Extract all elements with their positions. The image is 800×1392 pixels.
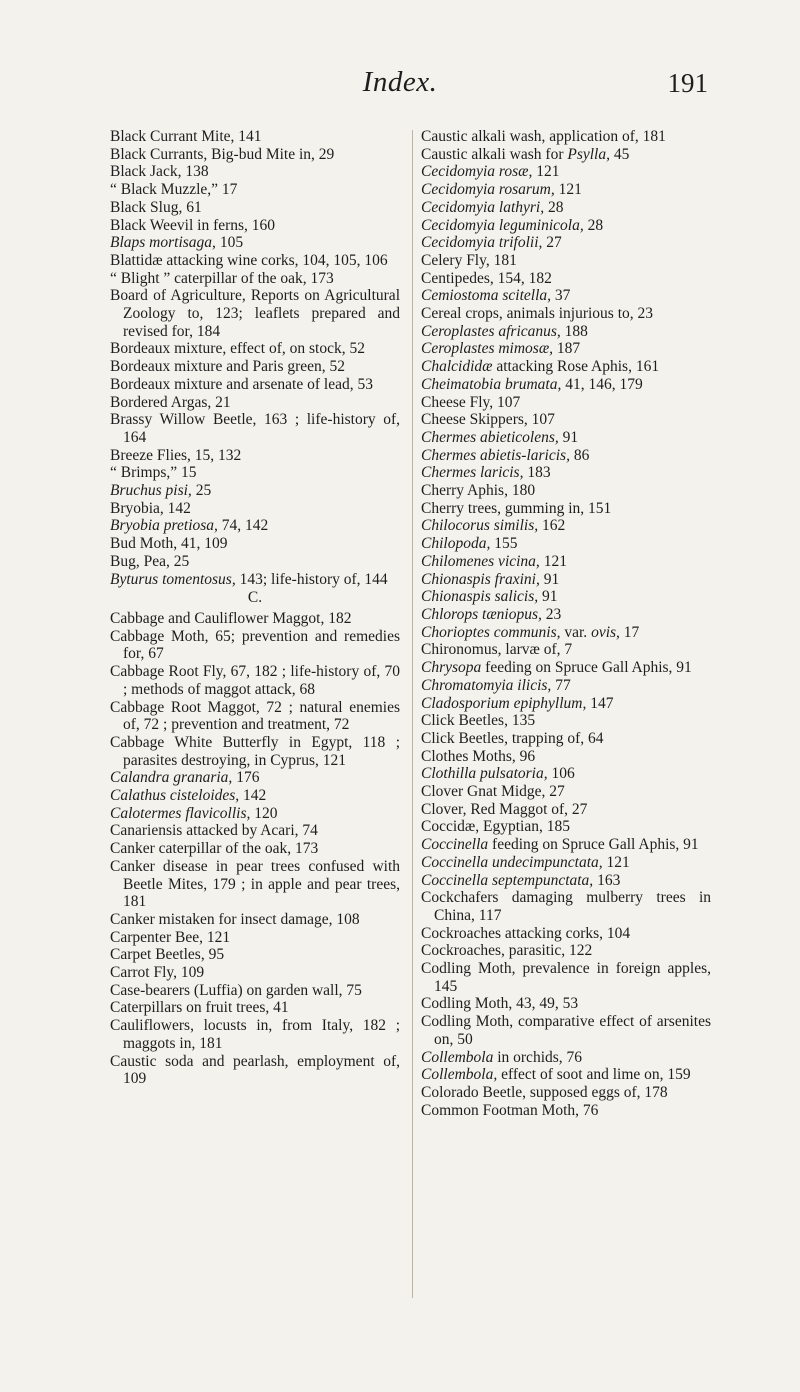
- index-entry: Cabbage and Cauliflower Maggot, 182: [110, 609, 352, 627]
- index-entry: Chermes abieticolens, 91: [421, 428, 579, 446]
- index-entry: Cemiostoma scitella, 37: [421, 287, 571, 305]
- index-entry: Chermes laricis, 183: [421, 464, 551, 482]
- index-entry: Coccinella undecimpunctata, 121: [421, 853, 630, 871]
- index-entry: Clothilla pulsatoria, 106: [421, 765, 575, 783]
- index-entry: Cauliflowers, locusts in, from Italy, 182 ; maggots in, 181: [110, 1017, 400, 1052]
- index-entry: Celery Fly, 181: [421, 251, 517, 269]
- index-entry: Brassy Willow Beetle, 163 ; life-history of, 164: [110, 411, 400, 446]
- index-entry: Chermes abietis-laricis, 86: [421, 446, 590, 464]
- index-entry: Bryobia pretiosa, 74, 142: [110, 517, 269, 535]
- index-entry: Cecidomyia leguminicola, 28: [421, 216, 604, 234]
- index-entry: Cladosporium epiphyllum, 147: [421, 694, 614, 712]
- index-entry: Click Beetles, trapping of, 64: [421, 729, 604, 747]
- index-entry: Collembola, effect of soot and lime on, 159: [421, 1066, 691, 1084]
- index-entry: Chilomenes vicina, 121: [421, 552, 567, 570]
- index-column-left: [110, 128, 400, 1088]
- index-entry: Codling Moth, comparative effect of arsenites on, 50: [421, 1013, 711, 1048]
- index-entry: Cherry trees, gumming in, 151: [421, 499, 612, 517]
- index-entry: Black Weevil in ferns, 160: [110, 216, 276, 234]
- index-entry: Chionaspis salicis, 91: [421, 588, 558, 606]
- index-entry: Cecidomyia rosæ, 121: [421, 163, 560, 181]
- index-entry: Bruchus pisi, 25: [110, 482, 212, 500]
- index-entry: Coccinella septempunctata, 163: [421, 871, 621, 889]
- index-entry: Chromatomyia ilicis, 77: [421, 676, 571, 694]
- index-entry: Ceroplastes mimosæ, 187: [421, 340, 581, 358]
- index-entry: Chorioptes communis, var. ovis, 17: [421, 623, 640, 641]
- index-entry: Calandra granaria, 176: [110, 769, 260, 787]
- index-column-right: [421, 128, 711, 1119]
- index-entry: Chrysopa feeding on Spruce Gall Aphis, 91: [421, 659, 692, 677]
- index-entry: Coccinella feeding on Spruce Gall Aphis, 91: [421, 836, 699, 854]
- index-entry: Cereal crops, animals injurious to, 23: [421, 305, 654, 323]
- index-entry: Canker mistaken for insect damage, 108: [110, 910, 360, 928]
- index-entry: Bug, Pea, 25: [110, 552, 190, 570]
- index-entry: Bordeaux mixture and Paris green, 52: [110, 358, 346, 376]
- index-entry: Codling Moth, prevalence in foreign apples, 145: [421, 960, 711, 995]
- index-entry: Coccidæ, Egyptian, 185: [421, 818, 570, 836]
- index-entry: Cheese Fly, 107: [421, 393, 521, 411]
- index-entry: Cecidomyia lathyri, 28: [421, 198, 564, 216]
- index-entry: Canariensis attacked by Acari, 74: [110, 822, 318, 840]
- index-entry: Calotermes flavicollis, 120: [110, 804, 278, 822]
- index-entry: Calathus cisteloides, 142: [110, 787, 267, 805]
- index-entry: Cheese Skippers, 107: [421, 411, 555, 429]
- index-entry: Cabbage Root Maggot, 72 ; natural enemies of, 72 ; prevention and treatment, 72: [110, 698, 400, 734]
- index-entry: Cabbage Root Fly, 67, 182 ; life-history of, 70 ; methods of maggot attack, 68: [110, 663, 400, 698]
- index-entry: Cecidomyia trifolii, 27: [421, 234, 562, 252]
- index-entry: Bud Moth, 41, 109: [110, 535, 228, 553]
- index-entry: Breeze Flies, 15, 132: [110, 446, 242, 464]
- index-entry: Clover, Red Maggot of, 27: [421, 800, 588, 818]
- index-entry: Canker caterpillar of the oak, 173: [110, 840, 319, 858]
- index-entry: Ceroplastes africanus, 188: [421, 322, 588, 340]
- index-entry: Collembola in orchids, 76: [421, 1048, 583, 1066]
- index-entry: Carpenter Bee, 121: [110, 928, 231, 946]
- index-entry: Cockroaches, parasitic, 122: [421, 942, 593, 960]
- index-entry: Cheimatobia brumata, 41, 146, 179: [421, 375, 643, 393]
- index-entry: Caterpillars on fruit trees, 41: [110, 999, 289, 1017]
- index-entry: “ Black Muzzle,” 17: [110, 181, 238, 199]
- index-entry: Cherry Aphis, 180: [421, 482, 536, 500]
- section-letter: C.: [247, 589, 263, 607]
- index-entry: Caustic alkali wash for Psylla, 45: [421, 145, 630, 163]
- index-entry: Bordeaux mixture, effect of, on stock, 52: [110, 340, 365, 358]
- index-entry: Cabbage White Butterfly in Egypt, 118 ; parasites destroying, in Cyprus, 121: [110, 733, 400, 769]
- page-number: 191: [667, 68, 708, 98]
- index-entry: Common Footman Moth, 76: [421, 1101, 599, 1119]
- index-entry: Chironomus, larvæ of, 7: [421, 641, 573, 659]
- index-entry: Board of Agriculture, Reports on Agricultural Zoology to, 123; leaflets prepared and revised for, 184: [110, 287, 400, 340]
- index-entry: Blaps mortisaga, 105: [110, 234, 244, 252]
- page-header: [0, 66, 800, 106]
- index-entry: Bordeaux mixture and arsenate of lead, 53: [110, 375, 373, 393]
- index-entry: Click Beetles, 135: [421, 712, 536, 730]
- index-entry: Chlorops tæniopus, 23: [421, 605, 562, 623]
- index-entry: Chionaspis fraxini, 91: [421, 570, 560, 588]
- index-entry: Black Currant Mite, 141: [110, 128, 262, 145]
- index-entry: Caustic soda and pearlash, employment of, 109: [110, 1052, 400, 1088]
- index-entry: Chilopoda, 155: [421, 535, 518, 553]
- index-entry: Colorado Beetle, supposed eggs of, 178: [421, 1083, 668, 1101]
- index-entry: Byturus tomentosus, 143; life-history of, 144: [110, 570, 388, 588]
- index-entry: Bryobia, 142: [110, 499, 191, 517]
- index-entry: Cecidomyia rosarum, 121: [421, 181, 582, 199]
- column-divider: [412, 130, 413, 1298]
- page-title: Index.: [362, 66, 438, 98]
- index-entry: Chalcididæ attacking Rose Aphis, 161: [421, 358, 660, 376]
- index-entry: Black Slug, 61: [110, 198, 202, 216]
- index-entry: Chilocorus similis, 162: [421, 517, 566, 535]
- index-entry: Cockroaches attacking corks, 104: [421, 924, 631, 942]
- index-entry: Centipedes, 154, 182: [421, 269, 552, 287]
- index-entry: Bordered Argas, 21: [110, 393, 231, 411]
- index-entry: Cockchafers damaging mulberry trees in China, 117: [421, 889, 711, 924]
- index-entry: Clover Gnat Midge, 27: [421, 783, 565, 801]
- index-entry: Blattidæ attacking wine corks, 104, 105, 106: [110, 251, 388, 269]
- index-entry: Codling Moth, 43, 49, 53: [421, 995, 579, 1013]
- index-entry: Cabbage Moth, 65; prevention and remedies for, 67: [110, 627, 400, 663]
- index-entry: Canker disease in pear trees confused with Beetle Mites, 179 ; in apple and pear trees, 181: [110, 857, 400, 911]
- index-entry: Case-bearers (Luffia) on garden wall, 75: [110, 981, 362, 999]
- index-entry: “ Blight ” caterpillar of the oak, 173: [110, 269, 334, 287]
- index-entry: Black Jack, 138: [110, 163, 209, 181]
- index-entry: “ Brimps,” 15: [110, 464, 197, 482]
- index-entry: Carpet Beetles, 95: [110, 946, 225, 964]
- index-entry: Black Currants, Big-bud Mite in, 29: [110, 145, 335, 163]
- index-entry: Clothes Moths, 96: [421, 747, 536, 765]
- index-entry: Caustic alkali wash, application of, 181: [421, 128, 666, 145]
- index-entry: Carrot Fly, 109: [110, 964, 205, 982]
